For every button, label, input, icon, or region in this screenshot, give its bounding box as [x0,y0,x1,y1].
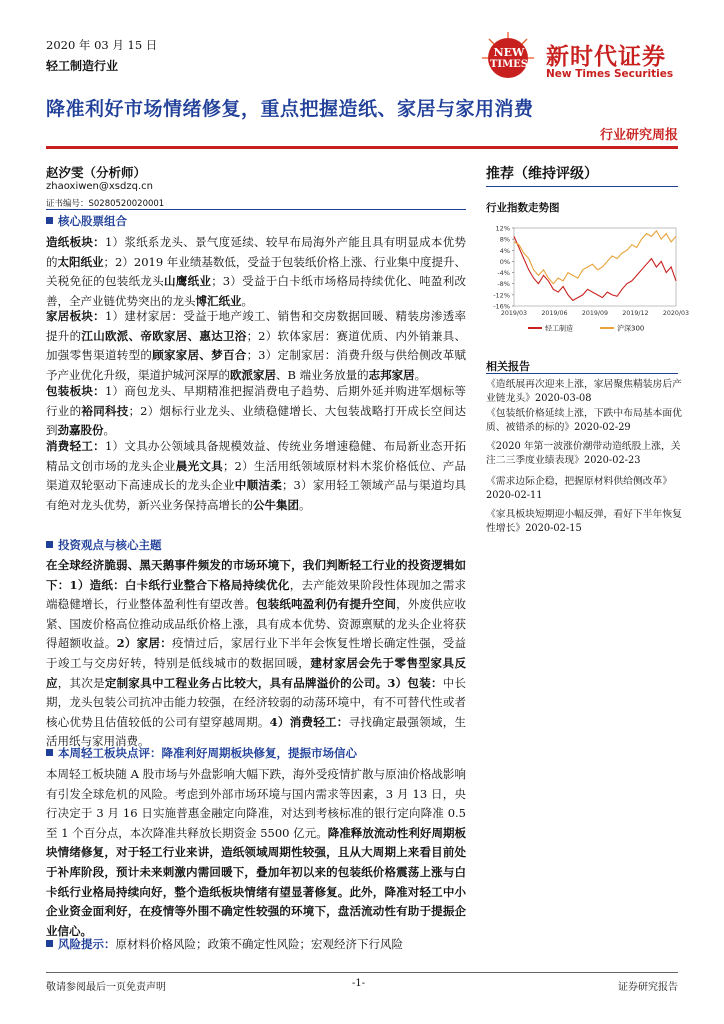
y-tick-label: 0% [499,257,510,266]
bullet-icon [46,749,53,756]
paper-sector-paragraph: 造纸板块：1）浆纸系龙头、景气度延续、较早布局海外产能且具有明显成本优势的太阳纸业；2）2019 年业绩基数低，受益于包装纸价格上涨、行业集中度提升、关税免征的包装纸龙头山鹰纸业；3）受益于白卡纸市场格局持续优化、吨盈利改善，全产业链优势突出的龙头博汇纸业。 [46,235,467,308]
x-tick-label: 2019/03 [500,310,528,317]
consumer-sector-paragraph: 消费轻工：1）文具办公领域具备规模效益、传统业务增速稳健、布局新业态开拓精品文创市场的龙头企业晨光文具；2）生活用纸领域原材料木浆价格低位、产品渠道双轮驱动下高速成长的龙头企业中顺洁柔；3）家用轻工领域产品与渠道均具有绝对龙头优势，新兴业务保持高增长的公牛集团。 [46,439,467,512]
series-line-1 [514,231,676,284]
x-tick-label: 2019/12 [622,310,649,317]
report-type: 行业研究周报 [599,128,678,143]
y-tick-label: 12% [495,224,510,233]
y-tick-label: 8% [499,235,510,244]
analyst-email[interactable]: zhaoxiwen@xsdzq.cn [46,181,153,192]
bullet-icon [46,541,53,548]
x-tick-label: 2019/06 [541,310,568,317]
brand-name-en: New Times Securities [546,68,674,80]
section-weekly-review: 本周轻工板块点评：降准利好周期板块修复，提振市场信心 [46,745,357,761]
bullet-icon [46,940,53,947]
related-report-item[interactable]: 《2020 年第一波涨价潮带动造纸股上涨，关注二三季度业绩表现》2020-02-23 [486,441,681,467]
logo-text-times: TIMES [489,59,529,70]
section-investment-views: 投资观点与核心主题 [46,537,162,553]
logo-text-new: NEW [493,46,525,59]
x-tick-label: 2020/03 [662,310,690,317]
brand-name-cn: 新时代证券 [546,43,666,70]
related-report-item[interactable]: 《包装纸价格延续上涨，下跌中布局基本面优质、被错杀的标的》2020-02-29 [486,408,682,434]
legend-label: 沪深300 [617,324,645,333]
bullet-icon [46,217,53,224]
company-logo [480,36,550,82]
y-tick-label: -8% [497,280,510,289]
footer-divider [46,972,678,973]
legend-label: 轻工制造 [545,324,573,333]
y-tick-label: -4% [497,269,510,278]
related-report-item[interactable]: 《家具板块短期迎小幅反弹，看好下半年恢复性增长》2020-02-15 [486,509,682,535]
rating: 推荐（维持评级） [486,166,598,182]
packaging-sector-paragraph: 包装板块：1）商包龙头、早期精准把握消费电子趋势、后期外延并购进军烟标等行业的裕同科技；2）烟标行业龙头、业绩稳健增长、大包装战略打开成长空间达到劲嘉股份。 [46,384,467,438]
related-reports-title: 相关报告 [486,360,530,373]
rating-divider [486,186,678,187]
industry-index-chart [480,222,690,340]
series-line-0 [514,236,676,300]
analyst-name: 赵汐雯（分析师） [46,165,147,180]
chart-title: 行业指数走势图 [486,202,560,214]
home-sector-paragraph: 家居板块：1）建材家居：受益于地产竣工、销售和交房数据回暖、精装房渗透率提升的江山欧派、帝欧家居、惠达卫浴；2）软体家居：赛道优质、内外销兼具、加强零售渠道转型的顾家家居、梦百合；3）定制家居：消费升级与供给侧改革赋予产业优化升级，渠道护城河深厚的欧派家居、B 端业务放量的志邦家居。 [46,309,467,382]
analyst-certificate: 证书编号：S0280520020001 [46,199,165,209]
report-title: 降准利好市场情绪修复，重点把握造纸、家居与家用消费 [46,98,534,120]
related-report-item[interactable]: 《造纸展再次迎来上涨，家居聚焦精装房后产业链龙头》2020-03-08 [486,379,682,405]
related-report-item[interactable]: 《需求边际企稳，把握原材料供给侧改革》2020-02-11 [486,476,673,502]
y-tick-label: 4% [499,246,510,255]
section-core-stocks: 核心股票组合 [46,213,127,229]
related-divider [486,373,678,374]
investment-views-paragraph: 在全球经济脆弱、黑天鹅事件频发的市场环境下，我们判断轻工行业的投资逻辑如下：1）造纸：白卡纸行业整合下格局持续优化，去产能效果阶段性体现加之需求端稳健增长，行业整体盈利性有望改善。包装纸吨盈利仍有提升空间，外废供应收紧、国废价格高位推动成品纸价格上涨，具有成本优势、资源禀赋的龙头企业将获得超额收益。2）家居：疫情过后，家居行业下半年会恢复性增长确定性强，受益于竣工与交房好转，特别是低线城市的数据回暖，建材家居会先于零售型家具反应，其次是定制家具中工程业务占比较大，具有品牌溢价的公司。3）包装：中长期，龙头包装公司抗冲击能力较强，在经济较弱的动荡环境中，有不可替代性或者核心优势且估值较低的公司有望穿越周期。4）消费轻工：寻找确定最强领域，生活用纸与家用消费。 [46,558,467,749]
header-divider [46,146,678,149]
report-date: 2020 年 03 月 15 日 [46,38,158,52]
page-number: -1- [352,978,366,989]
disclaimer-note: 敬请参阅最后一页免责声明 [46,982,166,993]
weekly-review-paragraph: 本周轻工板块随 A 股市场与外盘影响大幅下跌，海外受疫情扩散与原油价格战影响有引发全球危机的风险。考虑到外部市场环境与国内需求等因素，3 月 13 日，央行决定于 3 月 16 日实施普惠金融定向降准，对达到考核标准的银行定向降准 0.5 至 1 个百分点，本次降准共释放长期资金 5500 亿元。降准释放流动性利好周期板块情绪修复，对于轻工行业来讲，造纸领域周期性较强，且从大周期上来看目前处于补库阶段，预计未来刺激内需回暖下，叠加年初以来的包装纸价格震荡上涨与白卡纸行业格局持续向好，整个造纸板块情绪有望显著修复。此外，降准对轻工中小企业资金面利好，在疫情等外围不确定性较强的环境下，盘活流动性有助于提振企业信心。 [46,767,466,938]
section-risk: 风险提示：原材料价格风险；政策不确定性风险；宏观经济下行风险 [46,936,403,952]
industry-name: 轻工制造行业 [46,59,119,73]
analyst-divider [46,209,466,210]
x-tick-label: 2019/09 [581,310,609,317]
y-tick-label: -16% [493,302,510,311]
footer-label: 证券研究报告 [618,982,678,993]
y-tick-label: -12% [493,291,510,300]
